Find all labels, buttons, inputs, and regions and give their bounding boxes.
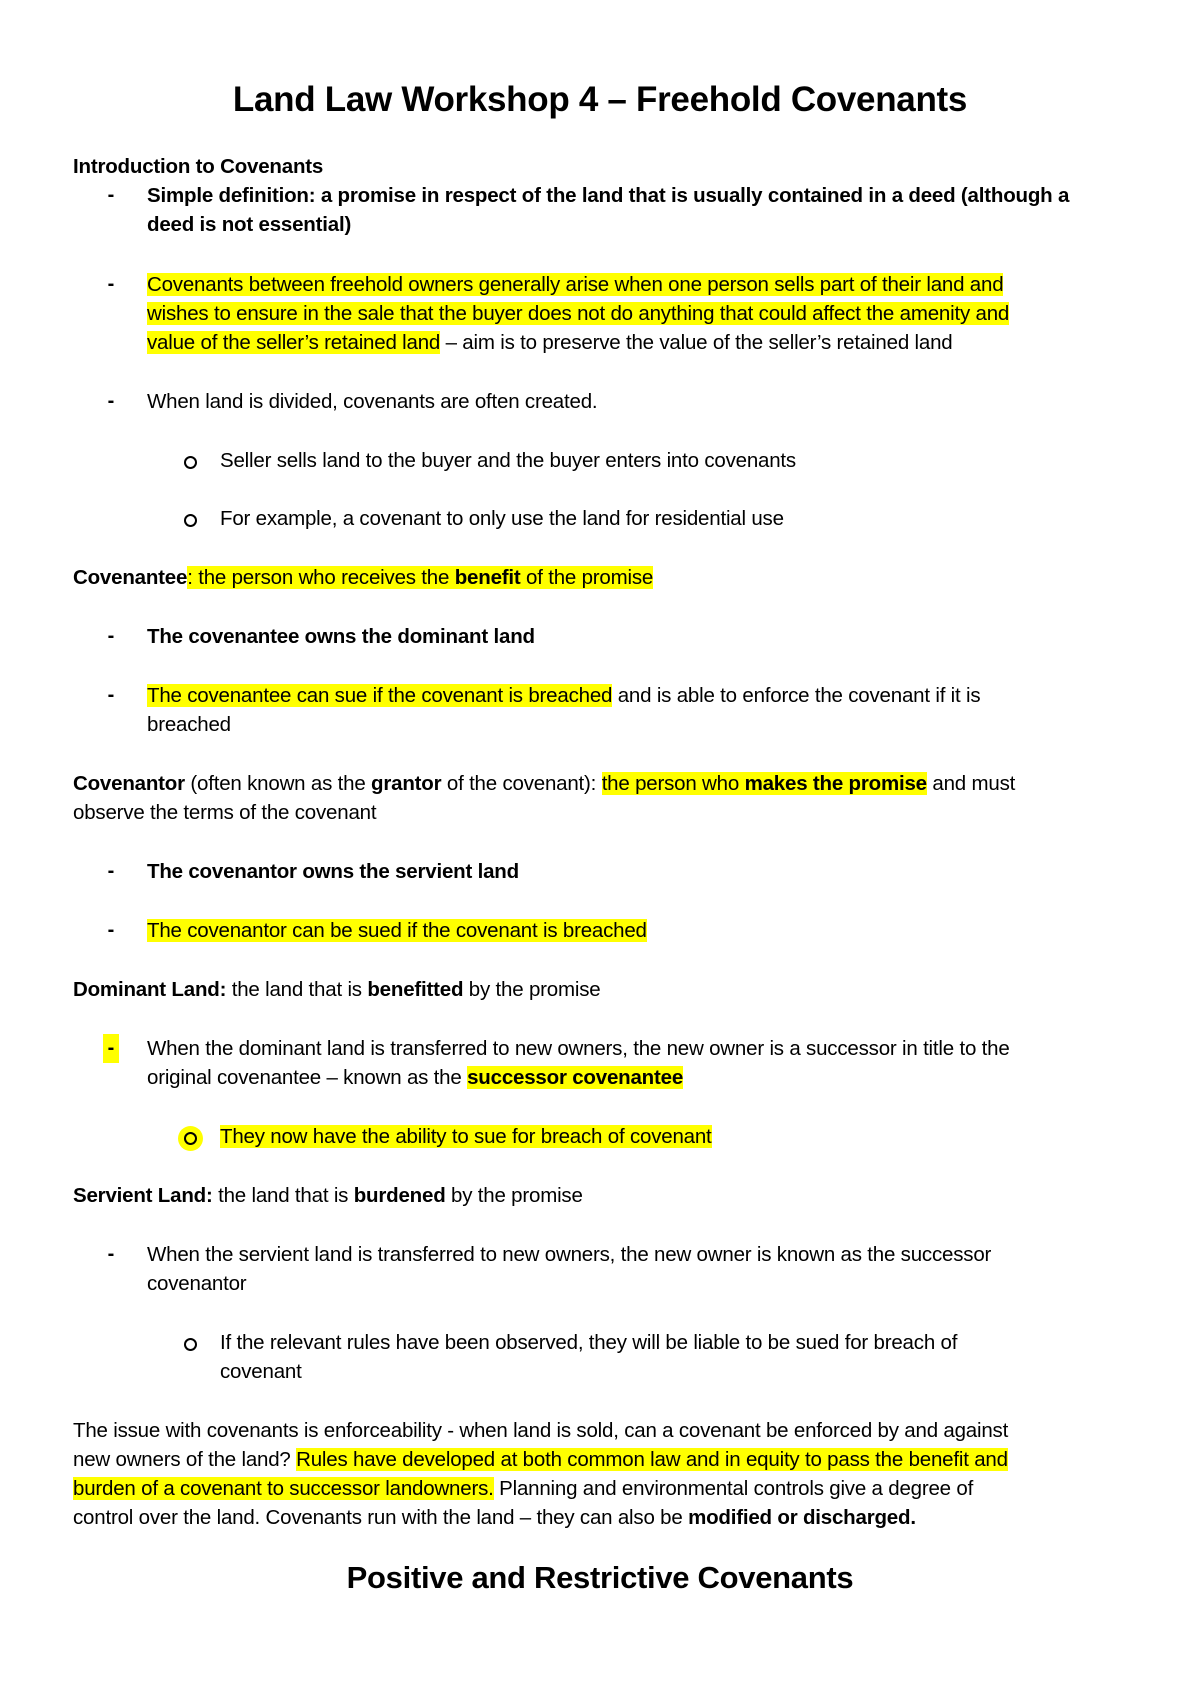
text-span: and must (926, 772, 1016, 795)
highlighted-text: The covenantee can sue if the covenant is breached (147, 684, 613, 707)
text-span: (often known as the (184, 772, 372, 795)
highlighted-text (187, 566, 653, 589)
text-span: and is able to enforce the covenant if it is (612, 684, 981, 707)
highlighted-text: successor covenantee (467, 1066, 684, 1089)
term-servient-land: Servient Land: (73, 1184, 213, 1207)
highlighted-text: Covenants between freehold owners generally arise when one person sells part of their land and (147, 273, 1004, 296)
issue-paragraph-line-2 (73, 1445, 1008, 1474)
covenantee-bullet-2-line-2: breached (147, 713, 231, 736)
text-span: burdened (353, 1184, 446, 1207)
covenantor-bullet-2 (147, 916, 647, 945)
intro-bullet-1-line-2: deed is not essential) (147, 213, 352, 236)
text-span: Planning and environmental controls give a degree of (493, 1477, 974, 1500)
highlighted-text: Rules have developed at both common law and in equity to pass the benefit and (296, 1448, 1008, 1471)
highlighted-text: burden of a covenant to successor landowners. (73, 1477, 494, 1500)
servient-sub-bullet-line-2: covenant (220, 1360, 302, 1383)
servient-bullet-line-1: When the servient land is transferred to new owners, the new owner is known as the successor (147, 1243, 992, 1266)
dominant-sub-bullet (220, 1122, 712, 1151)
text-span: by the promise (463, 978, 601, 1001)
term-dominant-land: Dominant Land: (73, 978, 227, 1001)
covenantee-bullet-1: The covenantee owns the dominant land (147, 625, 535, 648)
text-span: modified or discharged. (688, 1506, 916, 1529)
text-span: : the person who receives the (187, 566, 455, 589)
highlighted-text: They now have the ability to sue for breach of covenant (220, 1125, 712, 1148)
circle-bullet-icon (184, 1338, 197, 1351)
intro-bullet-3: When land is divided, covenants are often created. (147, 390, 598, 413)
dominant-land-definition (73, 975, 600, 1004)
text-span: the land that is (212, 1184, 354, 1207)
text-span: new owners of the land? (73, 1448, 297, 1471)
issue-paragraph-line-3 (73, 1474, 973, 1503)
servient-bullet-line-2: covenantor (147, 1272, 247, 1295)
circle-bullet-icon (184, 514, 197, 527)
issue-paragraph-line-1: The issue with covenants is enforceability - when land is sold, can a covenant be enforced by and against (73, 1419, 1009, 1442)
text-span: benefit (454, 566, 521, 589)
text-span: the land that is (226, 978, 368, 1001)
text-span: original covenantee – known as the (147, 1066, 468, 1089)
intro-heading: Introduction to Covenants (73, 155, 324, 178)
text-span: benefitted (367, 978, 464, 1001)
dominant-bullet-line-1: When the dominant land is transferred to new owners, the new owner is a successor in title to the (147, 1037, 1010, 1060)
circle-bullet-icon (184, 1132, 197, 1145)
intro-bullet-2-line-1 (147, 270, 1003, 299)
text-span: of the covenant): (441, 772, 602, 795)
dash-bullet: - (107, 919, 115, 941)
text-span: the person who (601, 772, 745, 795)
section-heading-positive-restrictive: Positive and Restrictive Covenants (346, 1560, 854, 1595)
dash-bullet: - (107, 273, 115, 295)
text-span: control over the land. Covenants run with the land – they can also be (73, 1506, 689, 1529)
covenantor-definition-line-2: observe the terms of the covenant (73, 801, 377, 824)
circle-bullet-icon (184, 456, 197, 469)
document-title: Land Law Workshop 4 – Freehold Covenants (232, 80, 968, 119)
covenantee-definition (73, 563, 653, 592)
covenantee-bullet-2-line-1 (147, 681, 980, 710)
dominant-bullet-line-2 (147, 1063, 683, 1092)
term-covenantee: Covenantee (73, 566, 188, 589)
text-span: of the promise (520, 566, 654, 589)
dash-bullet: - (107, 390, 115, 412)
dash-bullet: - (107, 1243, 115, 1265)
intro-bullet-2-line-3 (147, 328, 952, 357)
issue-paragraph-line-4 (73, 1503, 916, 1532)
dash-bullet: - (107, 860, 115, 882)
covenantor-definition-line-1 (73, 769, 1015, 798)
text-span: by the promise (445, 1184, 583, 1207)
intro-bullet-1-line-1: Simple definition: a promise in respect of the land that is usually contained in a deed (although a (147, 184, 1070, 207)
intro-bullet-2-line-2 (147, 299, 1009, 328)
covenantor-bullet-1: The covenantor owns the servient land (147, 860, 519, 883)
highlighted-text: The covenantor can be sued if the covenant is breached (147, 919, 647, 942)
dash-bullet: - (107, 625, 115, 647)
dash-bullet: - (107, 684, 115, 706)
dash-bullet: - (107, 184, 115, 206)
servient-land-definition (73, 1181, 583, 1210)
highlighted-text (602, 772, 927, 795)
highlighted-text: wishes to ensure in the sale that the buyer does not do anything that could affect the amenity and (147, 302, 1010, 325)
term-covenantor: Covenantor (73, 772, 185, 795)
intro-sub-bullet-1: Seller sells land to the buyer and the buyer enters into covenants (220, 449, 796, 472)
highlighted-text: value of the seller’s retained land (147, 331, 441, 354)
servient-sub-bullet-line-1: If the relevant rules have been observed, they will be liable to be sued for breach of (220, 1331, 958, 1354)
text-span: grantor (371, 772, 442, 795)
intro-sub-bullet-2: For example, a covenant to only use the land for residential use (220, 507, 784, 530)
dash-bullet: - (103, 1034, 119, 1063)
text-span: – aim is to preserve the value of the seller’s retained land (440, 331, 953, 354)
text-span: makes the promise (744, 772, 927, 795)
